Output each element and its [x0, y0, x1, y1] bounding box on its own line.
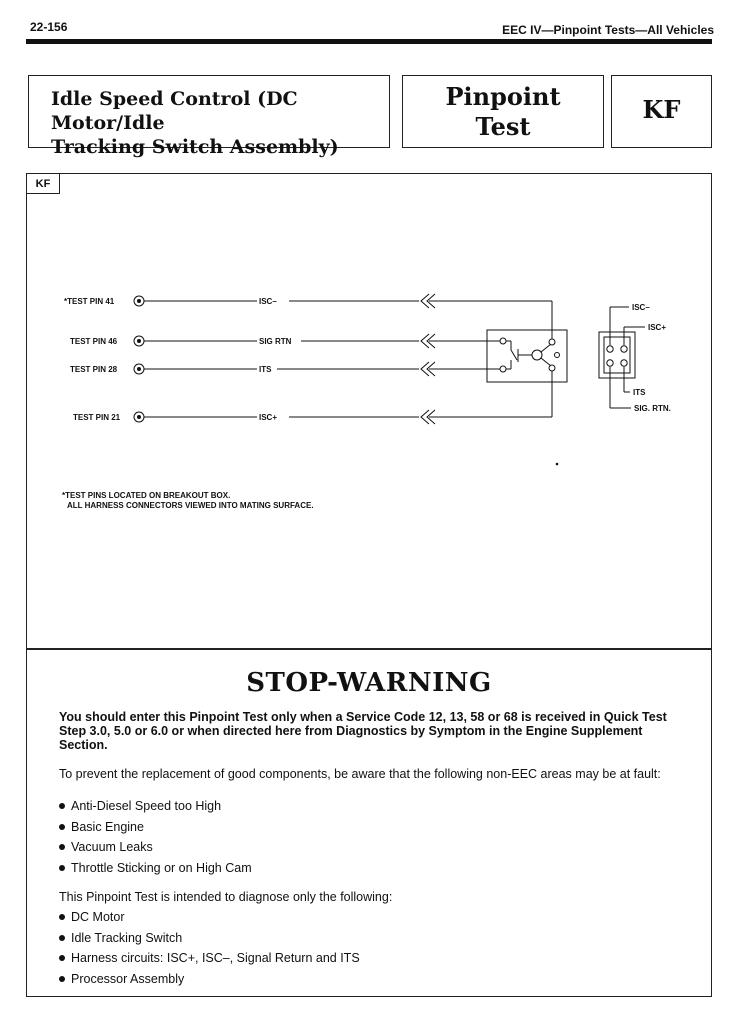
test-title-line2: Tracking Switch Assembly) — [51, 136, 339, 158]
warning-entry-criteria: You should enter this Pinpoint Test only when a Service Code 12, 13, 58 or 68 is received in Quick Test Step 3.0, 5.0 or 6.0 or when directed here from Diagnostics by Symptom in the Engine Supplement Section. — [59, 710, 667, 752]
diagram-tag: KF — [27, 174, 60, 194]
section-title: EEC IV—Pinpoint Tests—All Vehicles — [502, 23, 714, 37]
test-code-box — [611, 75, 712, 148]
connector-chevron — [421, 294, 435, 424]
test-pin-46-jack — [134, 336, 144, 346]
list-item: DC Motor — [57, 907, 360, 928]
test-pin-41-jack — [134, 296, 144, 306]
list-item: Processor Assembly — [57, 969, 360, 990]
list-item: Idle Tracking Switch — [57, 928, 360, 949]
stop-warning-panel — [26, 649, 712, 997]
test-pin-label: TEST PIN 21 — [73, 413, 121, 422]
test-pin-28-jack — [134, 364, 144, 374]
connector-label-its: ITS — [633, 388, 646, 397]
list-item: Anti-Diesel Speed too High — [57, 796, 252, 817]
non-eec-intro: To prevent the replacement of good components, be aware that the following non-EEC areas may be at fault: — [59, 767, 661, 781]
connector-label-sig-rtn: SIG. RTN. — [634, 404, 671, 413]
diagram-note-1: *TEST PINS LOCATED ON BREAKOUT BOX. — [62, 491, 231, 500]
circuit-label: ITS — [259, 365, 272, 374]
test-pin-label: TEST PIN 28 — [70, 365, 118, 374]
test-pin-label: *TEST PIN 41 — [64, 297, 115, 306]
test-title-box — [28, 75, 390, 158]
pinpoint-test-box — [402, 75, 604, 148]
diagram-note-2: ALL HARNESS CONNECTORS VIEWED INTO MATING SURFACE. — [67, 501, 314, 510]
pinpoint-line2: Test — [475, 112, 531, 141]
pinpoint-line1: Pinpoint — [445, 82, 561, 111]
pinpoint-test-label — [403, 82, 603, 142]
list-item: Vacuum Leaks — [57, 837, 252, 858]
circuit-label: SIG RTN — [259, 337, 292, 346]
non-eec-list — [57, 796, 252, 878]
connector-label-isc-plus: ISC+ — [648, 323, 667, 332]
scope-intro: This Pinpoint Test is intended to diagnose only the following: — [59, 890, 393, 904]
header-rule — [26, 39, 712, 44]
page-number: 22-156 — [30, 20, 68, 34]
test-title-line1: Idle Speed Control (DC Motor/Idle — [51, 88, 298, 134]
test-pin-label: TEST PIN 46 — [70, 337, 118, 346]
scope-list — [57, 907, 360, 989]
test-title — [51, 87, 389, 159]
list-item: Throttle Sticking or on High Cam — [57, 858, 252, 879]
test-code: KF — [642, 95, 681, 124]
warning-title: STOP-WARNING — [246, 668, 492, 698]
wiring-diagram — [27, 174, 713, 650]
list-item: Harness circuits: ISC+, ISC–, Signal Return and ITS — [57, 948, 360, 969]
test-pin-21-jack — [134, 412, 144, 422]
list-item: Basic Engine — [57, 817, 252, 838]
circuit-label: ISC+ — [259, 413, 278, 422]
wiring-diagram-panel — [26, 173, 712, 649]
circuit-label: ISC– — [259, 297, 277, 306]
connector-label-isc-minus: ISC– — [632, 303, 650, 312]
